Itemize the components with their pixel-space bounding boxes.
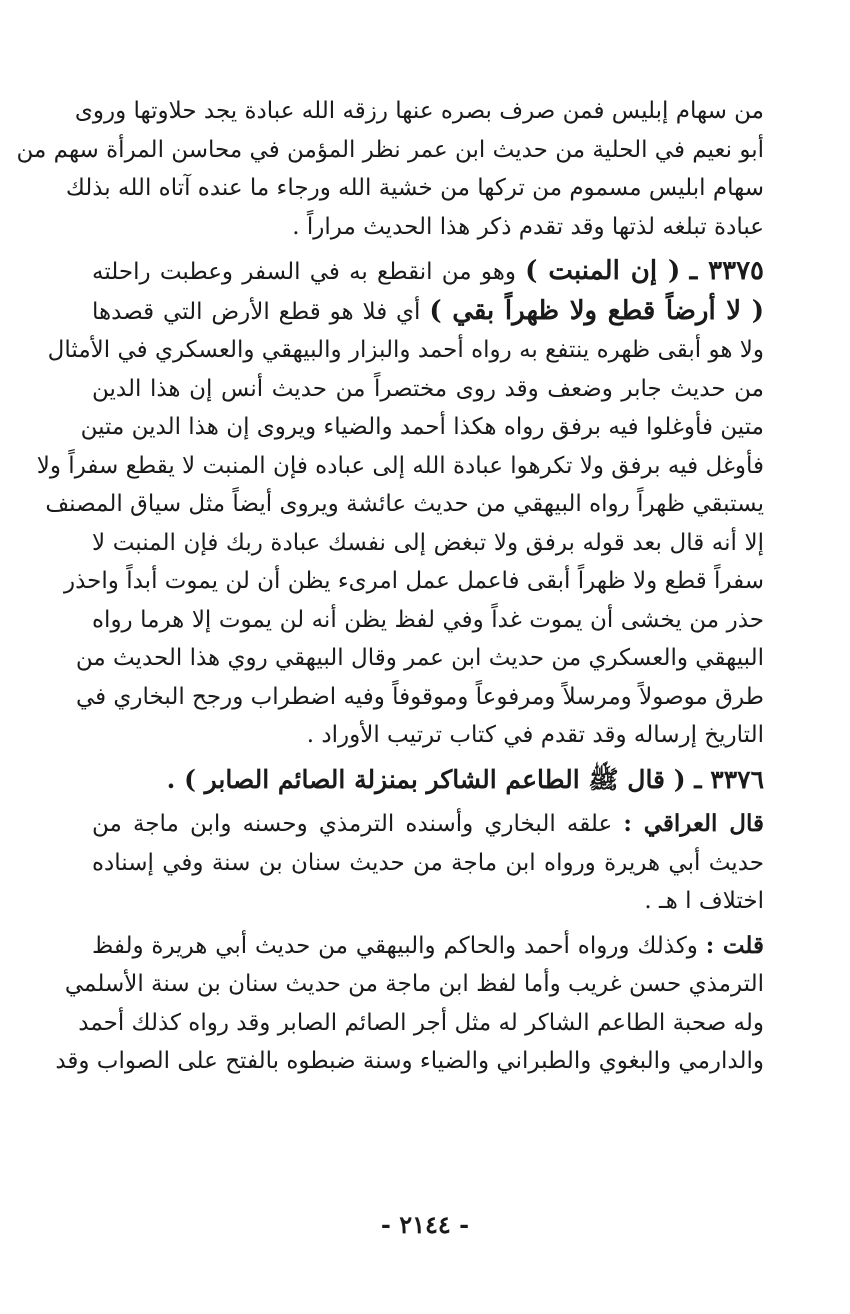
- entry-3376-heading: [92, 761, 764, 800]
- text-line: من سهام إبليس فمن صرف بصره عنها رزقه الله عبادة يجد حلاوتها وروى: [74, 98, 764, 124]
- text-line: التاريخ إرساله وقد تقدم في كتاب ترتيب الأوراد .: [306, 722, 764, 748]
- al-iraqi-text: علقه البخاري وأسنده الترمذي وحسنه وابن ماجة من: [92, 811, 613, 837]
- qultu-label: قلت :: [705, 931, 765, 959]
- entry-3375: [36, 252, 765, 755]
- text-line: سهام ابليس مسموم من تركها من خشية الله ورجاء ما عنده آتاه الله بذلك: [65, 175, 764, 201]
- entry-commentary: وهو من انقطع به في السفر وعطبت راحلته: [92, 259, 516, 285]
- entry-quote: ( إن المنبت ): [525, 256, 681, 286]
- page-body: [16, 92, 765, 1081]
- text-line: حذر من يخشى أن يموت غداً وفي لفظ يظن أنه لن يموت إلا هرما رواه: [92, 606, 764, 633]
- entry-number: ٣٣٧٥ ـ: [689, 256, 765, 286]
- text-line: اختلاف ا هـ .: [644, 888, 764, 914]
- text-line: سفراً قطع ولا ظهراً أبقى فاعمل عمل امرىء يظن أن لن يموت أبداً واحذر: [64, 568, 764, 594]
- text-line: البيهقي والعسكري من حديث ابن عمر وقال البيهقي روي هذا الحديث من: [75, 645, 764, 671]
- text-line: حديث أبي هريرة ورواه ابن ماجة من حديث سنان بن سنة وفي إسناده: [92, 849, 764, 876]
- entry-3376-title: ٣٣٧٦ ـ ( قال ﷺ الطاعم الشاكر بمنزلة الصائم الصابر ) .: [166, 764, 764, 794]
- text-line: والدارمي والبغوي والطبراني والضياء وسنة ضبطوه بالفتح على الصواب وقد: [55, 1048, 764, 1074]
- text-line: الترمذي حسن غريب وأما لفظ ابن ماجة من حديث سنان بن سنة الأسلمي: [64, 971, 764, 997]
- al-iraqi-label: قال العراقي :: [623, 810, 765, 837]
- page-number: - ٢١٤٤ -: [380, 1210, 470, 1239]
- paragraph-qultu: [55, 927, 765, 1081]
- text-line: إلا أنه قال بعد قوله برفق ولا تبغض إلى نفسك عبادة ربك فإن المنبت لا: [92, 529, 764, 556]
- text-line: وله صحبة الطاعم الشاكر له مثل أجر الصائم الصابر وقد رواه كذلك أحمد: [78, 1009, 764, 1036]
- text-line: من حديث جابر وضعف وقد روى مختصراً من حديث أنس إن هذا الدين: [92, 375, 764, 402]
- entry-commentary: أي فلا هو قطع الأرض التي قصدها: [92, 298, 421, 325]
- text-line: عبادة تبلغه لذتها وقد تقدم ذكر هذا الحديث مراراً .: [292, 213, 764, 240]
- paragraph-al-iraqi: [92, 805, 764, 921]
- qultu-text: وكذلك ورواه أحمد والحاكم والبيهقي من حديث أبي هريرة ولفظ: [92, 932, 698, 959]
- entry-quote-continued: ( لا أرضاً قطع ولا ظهراً بقي ): [429, 295, 764, 326]
- paragraph-intro: [16, 92, 764, 246]
- entry-3375-first-line: [92, 252, 764, 292]
- text-line: فأوغل فيه برفق ولا تكرهوا عبادة الله إلى عباده فإن المنبت لا يقطع سفراً ولا: [36, 452, 764, 479]
- text-line: ولا هو أبقى ظهره ينتفع به رواه أحمد والبزار والبيهقي والعسكري في الأمثال: [47, 337, 764, 363]
- text-line: متين فأوغلوا فيه برفق رواه هكذا أحمد والضياء ويروى إن هذا الدين متين: [80, 414, 764, 440]
- al-iraqi-first-line: [92, 805, 764, 844]
- text-line: طرق موصولاً ومرسلاً ومرفوعاً وموقوفاً وفيه اضطراب ورجح البخاري في: [75, 683, 764, 710]
- text-line: أبو نعيم في الحلية من حديث ابن عمر نظر المؤمن في محاسن المرأة سهم من: [16, 136, 764, 163]
- qultu-first-line: [92, 927, 764, 966]
- text-line: يستبقي ظهراً رواه البيهقي من حديث عائشة ويروى أيضاً مثل سياق المصنف: [45, 491, 764, 517]
- entry-3375-second-line: [92, 292, 764, 332]
